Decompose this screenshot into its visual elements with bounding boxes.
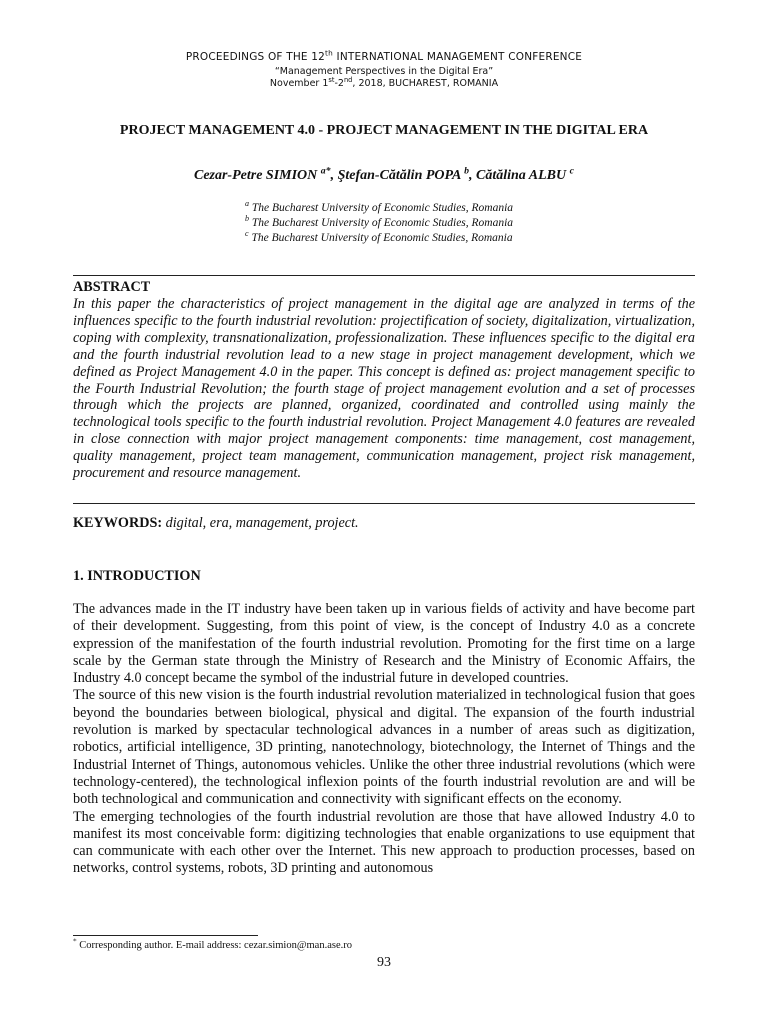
author-name: Cezar-Petre SIMION bbox=[193, 168, 321, 183]
affiliation: $^b$ The Bucharest University of Economic Studies, Romania bbox=[245, 214, 514, 229]
abstract-top-rule bbox=[73, 275, 695, 276]
paragraph: The source of this new vision is the fourth industrial revolution materialized in technological fusion that goes beyond the boundaries between biological, physical and digital. The expansion of the fourth industrial revolution is marked by spectacular technological advances in a number of areas such as digitization, robotics, artificial intelligence, 3D printing, nanotechnology, biotechnology, the Internet of Things and the Industrial Internet of Things, autonomous vehicles. Unlike the other three industrial revolutions (which were technology-centered), the technological inflexion points of the fourth industrial revolution are and will be both technological and communication and connectivity with significant effects on the economy. bbox=[73, 687, 695, 808]
section-heading: 1. INTRODUCTION bbox=[73, 568, 201, 584]
author-name: Ştefan-Cătălin POPA bbox=[337, 168, 465, 183]
section-body bbox=[73, 601, 695, 878]
footnote-rule bbox=[73, 935, 258, 936]
footnote: * Corresponding author. E-mail address: cezar.simion@man.ase.ro bbox=[73, 936, 352, 951]
affiliation: $^c$ The Bucharest University of Economic Studies, Romania bbox=[245, 229, 513, 244]
conference-subtitle: “Management Perspectives in the Digital Era” bbox=[274, 66, 494, 77]
abstract-heading: ABSTRACT bbox=[73, 279, 151, 295]
keywords-text: digital, era, management, project. bbox=[162, 515, 359, 531]
author-list: Cezar-Petre SIMION $^{a*}$, Ştefan-Cătălin POPA $^b$, Cătălina ALBU $^c$ bbox=[193, 165, 574, 183]
keywords-label: KEYWORDS: bbox=[73, 515, 163, 531]
paragraph: The advances made in the IT industry have been taken up in various fields of activity and have become part of their development. Suggesting, from this point of view, is the concept of Industry 4.0 as a concrete expression of the manifestation of the fourth industrial revolution. Promoting for the first time on a large scale by the German state through the Ministry of Research and the Ministry of Economic Affairs, the Industry 4.0 concept became the symbol of the industrial future in developed countries. bbox=[73, 601, 695, 687]
page-number: 93 bbox=[377, 955, 391, 970]
affiliation: $^a$ The Bucharest University of Economic Studies, Romania bbox=[245, 199, 514, 214]
paragraph: The emerging technologies of the fourth industrial revolution are those that have allowed Industry 4.0 to manifest its most conceivable form: digitizing technologies that enable organizations to use equipment that can communicate with each other over the Internet. This new approach to production processes, based on networks, control systems, robots, 3D printing and autonomous bbox=[73, 808, 695, 877]
abstract-bottom-rule bbox=[73, 503, 695, 504]
paper-title: PROJECT MANAGEMENT 4.0 - PROJECT MANAGEMENT IN THE DIGITAL ERA bbox=[119, 123, 649, 138]
abstract-text: In this paper the characteristics of project management in the digital age are analyzed in terms of the influences specific to the fourth industrial revolution: projectification of society, digitalization, virtualization, coping with complexity, transnationalization, professionalization. These influences specific to the digital era and the fourth industrial revolution lead to a new stage in project management development, which we defined as Project Management 4.0 in the paper. This concept is defined as: project management specific to the Fourth Industrial Revolution; the fourth stage of project management evolution and a set of processes through which the projects are planned, organized, coordinated and controlled using mainly the technological tools specific to the fourth industrial revolution. Project Management 4.0 features are revealed in close connection with major project management components: time management, cost management, quality management, project team management, communication management, project risk management, procurement and resource management. bbox=[73, 296, 695, 482]
author-name: Cătălina ALBU bbox=[476, 168, 570, 183]
keywords bbox=[73, 515, 359, 532]
conference-title: PROCEEDINGS OF THE 12th INTERNATIONAL MANAGEMENT CONFERENCE bbox=[185, 48, 583, 63]
conference-date: November 1st-2nd, 2018, BUCHAREST, ROMANIA bbox=[269, 75, 499, 89]
